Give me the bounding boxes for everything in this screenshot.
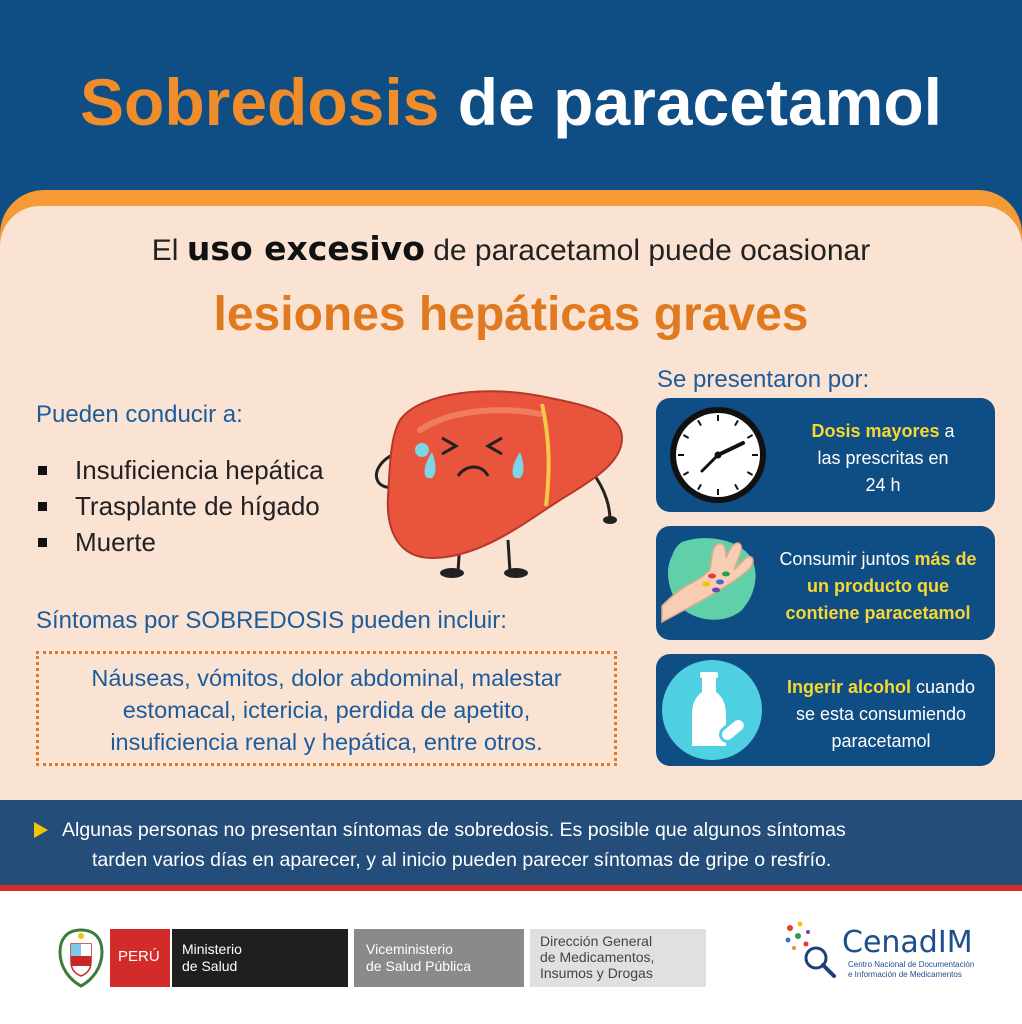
symptoms-line: Náuseas, vómitos, dolor abdominal, malestar [91,665,562,691]
card-text: se esta consumiendo [795,704,967,724]
list-item [36,452,324,488]
symptoms-heading: Síntomas por SOBREDOSIS pueden incluir: [36,607,507,634]
card-highlight: Ingerir alcohol [786,677,911,697]
list-item [36,488,324,524]
clock-icon [668,405,768,505]
ministry-badge [172,929,348,987]
direction-label: Insumos y Drogas [540,965,653,981]
bullet-icon [38,538,47,547]
list-item-label: Trasplante de hígado [75,491,320,521]
consequences-heading: Pueden conducir a: [36,401,243,428]
cenadim-subtitle: Centro Nacional de Documentación [848,960,975,969]
intro-text [0,229,1022,271]
list-item [36,524,324,560]
list-item-label: Insuficiencia hepática [75,455,324,485]
bullet-icon [38,502,47,511]
list-item-label: Muerte [75,527,156,557]
symptoms-line: insuficiencia renal y hepática, entre otros. [110,729,543,755]
cenadim-logo-icon [780,918,840,980]
symptoms-line: estomacal, ictericia, perdida de apetito, [122,697,531,723]
cause-card-combined [656,526,995,640]
consequences-list [36,452,324,560]
pills-hand-icon [660,528,762,636]
card-text: 24 h [865,475,901,495]
card-text: a [939,421,955,441]
direction-label: de Medicamentos, [540,949,655,965]
cause-card-dose [656,398,995,512]
ministry-label: Ministerio [182,941,242,957]
note-line-1: Algunas personas no presentan síntomas de sobredosis. Es posible que algunos síntomas [62,819,846,841]
title-part-1: Sobredosis [80,65,440,139]
alcohol-bottle-icon [660,658,764,762]
cause-card-alcohol [656,654,995,766]
vice-ministry-label: Viceministerio [366,941,453,957]
intro-post: de paracetamol puede ocasionar [433,234,871,267]
cenadim-name: CenadIM [842,925,973,960]
ministry-label: de Salud [182,958,238,974]
note-line-2: tarden varios días en aparecer, y al inicio pueden parecer síntomas de gripe o resfrío. [92,849,832,871]
page-title [0,62,1022,142]
sad-liver-icon [360,380,630,585]
intro-highlight: lesiones hepáticas graves [213,288,809,341]
peru-coat-of-arms-icon [56,926,106,990]
intro-pre: El [151,234,179,267]
card-highlight: más de [914,549,977,569]
vice-ministry-label: de Salud Pública [366,958,472,974]
peru-badge [110,929,170,987]
card-text: cuando [910,677,976,697]
card-text: las prescritas en [817,448,949,468]
direction-badge [530,929,706,987]
title-part-2: de paracetamol [457,65,942,139]
cenadim-subtitle: e Información de Medicamentos [848,970,962,979]
country-label: PERÚ [118,948,160,965]
intro-emphasis: uso excesivo [186,229,425,268]
causes-heading: Se presentaron por: [657,366,870,393]
card-highlight: contiene paracetamol [785,603,971,623]
direction-label: Dirección General [540,933,653,949]
arrow-right-icon [34,822,48,838]
divider [0,885,1022,891]
bullet-icon [38,466,47,475]
card-highlight: Dosis mayores [811,421,940,441]
vice-ministry-badge [354,929,524,987]
symptoms-box [36,651,617,766]
card-text: Consumir juntos [779,549,915,569]
card-highlight: un producto que [807,576,949,596]
card-text: paracetamol [831,731,931,751]
